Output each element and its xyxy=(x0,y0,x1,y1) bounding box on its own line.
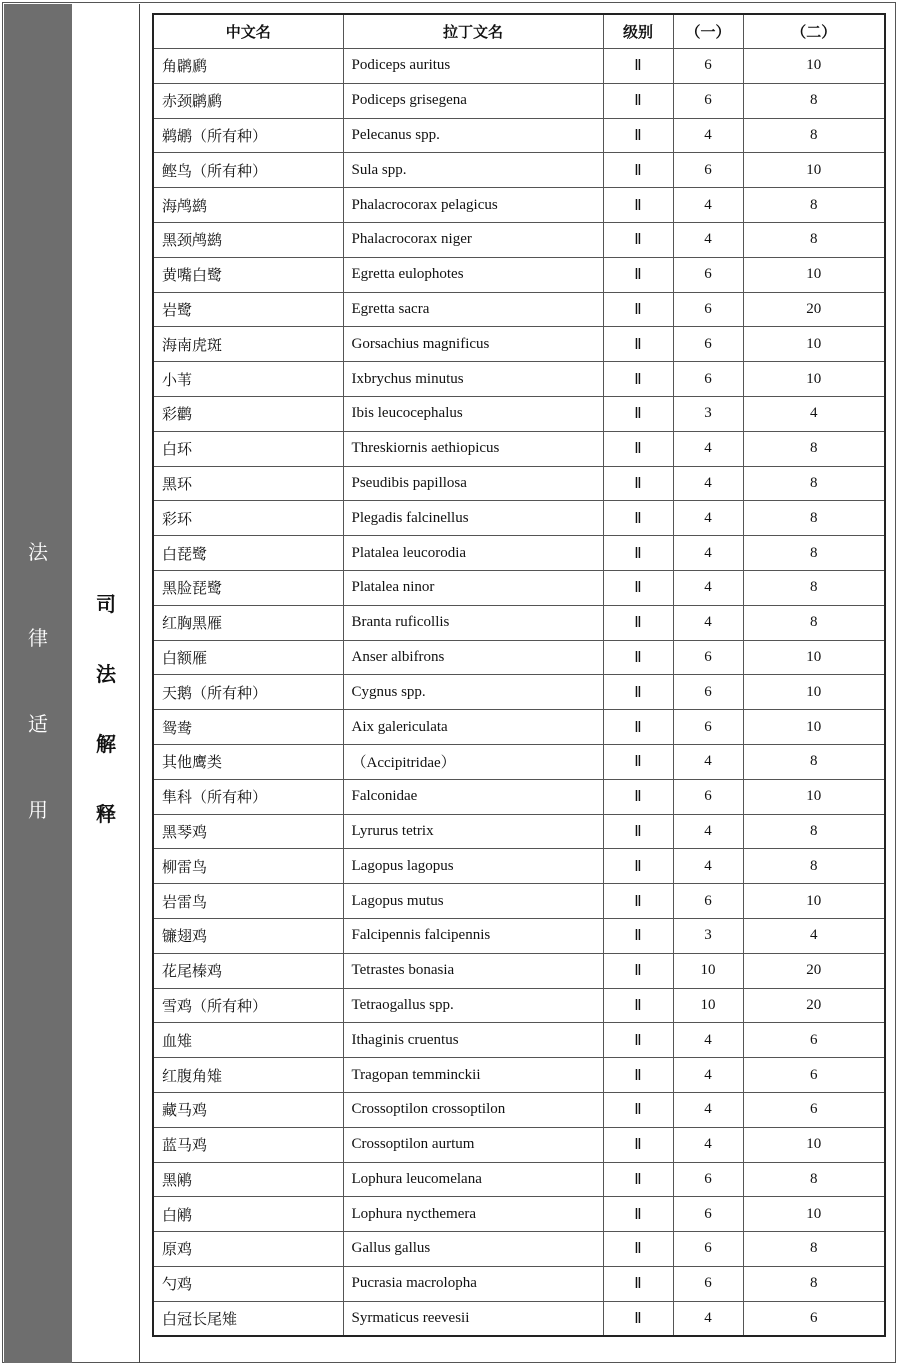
chinese-name-cell: 白额雁 xyxy=(153,640,343,675)
chinese-name-cell: 黑鹇 xyxy=(153,1162,343,1197)
col-two-cell: 10 xyxy=(743,640,885,675)
chinese-name-cell: 原鸡 xyxy=(153,1232,343,1267)
chinese-name-cell: 天鹅（所有种） xyxy=(153,675,343,710)
level-cell: Ⅱ xyxy=(603,744,673,779)
col-one-cell: 6 xyxy=(673,153,743,188)
col-one-cell: 4 xyxy=(673,570,743,605)
table-row xyxy=(153,118,885,153)
table-row xyxy=(153,710,885,745)
level-cell: Ⅱ xyxy=(603,849,673,884)
latin-name-cell: Crossoptilon aurtum xyxy=(343,1127,603,1162)
table-row xyxy=(153,257,885,292)
col-one-cell: 4 xyxy=(673,501,743,536)
col-one-cell: 6 xyxy=(673,884,743,919)
col-two-cell: 4 xyxy=(743,396,885,431)
col-one-cell: 4 xyxy=(673,1023,743,1058)
col-one-cell: 4 xyxy=(673,222,743,257)
table-row xyxy=(153,1127,885,1162)
col-one-cell: 6 xyxy=(673,1232,743,1267)
chinese-name-cell: 白冠长尾雉 xyxy=(153,1301,343,1336)
latin-name-cell: Plegadis falcinellus xyxy=(343,501,603,536)
col-two-cell: 8 xyxy=(743,744,885,779)
col-one-cell: 6 xyxy=(673,640,743,675)
table-row xyxy=(153,570,885,605)
level-cell: Ⅱ xyxy=(603,188,673,223)
col-two-cell: 10 xyxy=(743,710,885,745)
table-row xyxy=(153,675,885,710)
col-two-cell: 8 xyxy=(743,1162,885,1197)
col-one-cell: 10 xyxy=(673,953,743,988)
level-cell: Ⅱ xyxy=(603,710,673,745)
header-chinese-name: 中文名 xyxy=(153,14,343,49)
table-row xyxy=(153,188,885,223)
table-row xyxy=(153,640,885,675)
chapter-side-strip xyxy=(4,4,72,1363)
table-row xyxy=(153,327,885,362)
latin-name-cell: Aix galericulata xyxy=(343,710,603,745)
table-row xyxy=(153,466,885,501)
chapter-label: 法 律 适 用 xyxy=(28,540,48,822)
col-two-cell: 20 xyxy=(743,292,885,327)
level-cell: Ⅱ xyxy=(603,153,673,188)
level-cell: Ⅱ xyxy=(603,362,673,397)
table-row xyxy=(153,222,885,257)
chinese-name-cell: 彩环 xyxy=(153,501,343,536)
col-two-cell: 10 xyxy=(743,675,885,710)
chinese-name-cell: 勺鸡 xyxy=(153,1266,343,1301)
table-row xyxy=(153,292,885,327)
chinese-name-cell: 鲣鸟（所有种） xyxy=(153,153,343,188)
latin-name-cell: Tetrastes bonasia xyxy=(343,953,603,988)
col-two-cell: 8 xyxy=(743,849,885,884)
chinese-name-cell: 柳雷鸟 xyxy=(153,849,343,884)
latin-name-cell: Phalacrocorax niger xyxy=(343,222,603,257)
chinese-name-cell: 白环 xyxy=(153,431,343,466)
level-cell: Ⅱ xyxy=(603,814,673,849)
table-row xyxy=(153,849,885,884)
latin-name-cell: Sula spp. xyxy=(343,153,603,188)
latin-name-cell: Ixbrychus minutus xyxy=(343,362,603,397)
col-two-cell: 6 xyxy=(743,1058,885,1093)
col-one-cell: 4 xyxy=(673,118,743,153)
col-one-cell: 4 xyxy=(673,466,743,501)
level-cell: Ⅱ xyxy=(603,1266,673,1301)
col-two-cell: 10 xyxy=(743,362,885,397)
table-row xyxy=(153,779,885,814)
level-cell: Ⅱ xyxy=(603,292,673,327)
col-one-cell: 6 xyxy=(673,1197,743,1232)
latin-name-cell: Syrmaticus reevesii xyxy=(343,1301,603,1336)
latin-name-cell: Crossoptilon crossoptilon xyxy=(343,1092,603,1127)
latin-name-cell: Branta ruficollis xyxy=(343,605,603,640)
level-cell: Ⅱ xyxy=(603,501,673,536)
level-cell: Ⅱ xyxy=(603,605,673,640)
col-one-cell: 4 xyxy=(673,744,743,779)
col-two-cell: 6 xyxy=(743,1301,885,1336)
col-two-cell: 8 xyxy=(743,501,885,536)
table-row xyxy=(153,1162,885,1197)
level-cell: Ⅱ xyxy=(603,49,673,84)
chinese-name-cell: 白鹇 xyxy=(153,1197,343,1232)
col-two-cell: 10 xyxy=(743,1127,885,1162)
col-two-cell: 10 xyxy=(743,49,885,84)
level-cell: Ⅱ xyxy=(603,257,673,292)
col-two-cell: 6 xyxy=(743,1092,885,1127)
table-body xyxy=(153,49,885,1337)
chinese-name-cell: 红胸黑雁 xyxy=(153,605,343,640)
chinese-name-cell: 黑琴鸡 xyxy=(153,814,343,849)
latin-name-cell: Gallus gallus xyxy=(343,1232,603,1267)
col-one-cell: 6 xyxy=(673,49,743,84)
chinese-name-cell: 鹈鹕（所有种） xyxy=(153,118,343,153)
chinese-name-cell: 黑环 xyxy=(153,466,343,501)
table-row xyxy=(153,1058,885,1093)
col-two-cell: 8 xyxy=(743,118,885,153)
col-one-cell: 3 xyxy=(673,918,743,953)
level-cell: Ⅱ xyxy=(603,396,673,431)
col-one-cell: 10 xyxy=(673,988,743,1023)
section-label: 司 法 解 释 xyxy=(96,592,116,826)
col-one-cell: 4 xyxy=(673,849,743,884)
table-row xyxy=(153,83,885,118)
table-row xyxy=(153,884,885,919)
chinese-name-cell: 赤颈䴙䴘 xyxy=(153,83,343,118)
level-cell: Ⅱ xyxy=(603,918,673,953)
col-two-cell: 10 xyxy=(743,257,885,292)
level-cell: Ⅱ xyxy=(603,1058,673,1093)
col-two-cell: 10 xyxy=(743,327,885,362)
latin-name-cell: Podiceps grisegena xyxy=(343,83,603,118)
table-row xyxy=(153,431,885,466)
level-cell: Ⅱ xyxy=(603,675,673,710)
table-row xyxy=(153,814,885,849)
latin-name-cell: Lyrurus tetrix xyxy=(343,814,603,849)
level-cell: Ⅱ xyxy=(603,1127,673,1162)
latin-name-cell: Egretta sacra xyxy=(343,292,603,327)
col-one-cell: 4 xyxy=(673,1058,743,1093)
chinese-name-cell: 岩雷鸟 xyxy=(153,884,343,919)
chinese-name-cell: 黑脸琵鹭 xyxy=(153,570,343,605)
table-row xyxy=(153,49,885,84)
latin-name-cell: Lagopus lagopus xyxy=(343,849,603,884)
chinese-name-cell: 角䴙䴘 xyxy=(153,49,343,84)
table-row xyxy=(153,1092,885,1127)
level-cell: Ⅱ xyxy=(603,466,673,501)
level-cell: Ⅱ xyxy=(603,222,673,257)
latin-name-cell: Pucrasia macrolopha xyxy=(343,1266,603,1301)
chinese-name-cell: 岩鹭 xyxy=(153,292,343,327)
latin-name-cell: Lophura leucomelana xyxy=(343,1162,603,1197)
col-one-cell: 4 xyxy=(673,605,743,640)
latin-name-cell: Pelecanus spp. xyxy=(343,118,603,153)
chinese-name-cell: 黄嘴白鹭 xyxy=(153,257,343,292)
col-two-cell: 8 xyxy=(743,605,885,640)
table-row xyxy=(153,918,885,953)
col-one-cell: 4 xyxy=(673,814,743,849)
latin-name-cell: Platalea ninor xyxy=(343,570,603,605)
header-level: 级别 xyxy=(603,14,673,49)
latin-name-cell: Anser albifrons xyxy=(343,640,603,675)
col-one-cell: 6 xyxy=(673,83,743,118)
section-side-column xyxy=(72,4,140,1363)
col-two-cell: 8 xyxy=(743,222,885,257)
col-two-cell: 4 xyxy=(743,918,885,953)
level-cell: Ⅱ xyxy=(603,1023,673,1058)
chinese-name-cell: 黑颈鸬鹚 xyxy=(153,222,343,257)
header-latin-name: 拉丁文名 xyxy=(343,14,603,49)
latin-name-cell: Platalea leucorodia xyxy=(343,536,603,571)
col-one-cell: 6 xyxy=(673,257,743,292)
latin-name-cell: Ithaginis cruentus xyxy=(343,1023,603,1058)
col-two-cell: 8 xyxy=(743,431,885,466)
latin-name-cell: Podiceps auritus xyxy=(343,49,603,84)
table-row xyxy=(153,953,885,988)
level-cell: Ⅱ xyxy=(603,431,673,466)
table-row xyxy=(153,501,885,536)
header-col-one: （一） xyxy=(673,14,743,49)
latin-name-cell: Falconidae xyxy=(343,779,603,814)
chinese-name-cell: 其他鹰类 xyxy=(153,744,343,779)
chinese-name-cell: 花尾榛鸡 xyxy=(153,953,343,988)
level-cell: Ⅱ xyxy=(603,1162,673,1197)
table-row xyxy=(153,1301,885,1336)
col-one-cell: 6 xyxy=(673,779,743,814)
latin-name-cell: Lagopus mutus xyxy=(343,884,603,919)
level-cell: Ⅱ xyxy=(603,83,673,118)
col-two-cell: 10 xyxy=(743,884,885,919)
col-one-cell: 6 xyxy=(673,327,743,362)
col-two-cell: 8 xyxy=(743,83,885,118)
col-one-cell: 6 xyxy=(673,362,743,397)
col-two-cell: 8 xyxy=(743,188,885,223)
level-cell: Ⅱ xyxy=(603,1301,673,1336)
col-two-cell: 8 xyxy=(743,1266,885,1301)
latin-name-cell: Lophura nycthemera xyxy=(343,1197,603,1232)
latin-name-cell: Phalacrocorax pelagicus xyxy=(343,188,603,223)
latin-name-cell: Tetraogallus spp. xyxy=(343,988,603,1023)
col-one-cell: 6 xyxy=(673,292,743,327)
col-one-cell: 6 xyxy=(673,1162,743,1197)
col-one-cell: 4 xyxy=(673,1127,743,1162)
col-one-cell: 6 xyxy=(673,710,743,745)
level-cell: Ⅱ xyxy=(603,570,673,605)
level-cell: Ⅱ xyxy=(603,988,673,1023)
col-one-cell: 6 xyxy=(673,675,743,710)
latin-name-cell: Cygnus spp. xyxy=(343,675,603,710)
col-two-cell: 8 xyxy=(743,466,885,501)
table-row xyxy=(153,744,885,779)
table-row xyxy=(153,1232,885,1267)
chinese-name-cell: 白琵鹭 xyxy=(153,536,343,571)
col-two-cell: 20 xyxy=(743,988,885,1023)
col-one-cell: 4 xyxy=(673,188,743,223)
level-cell: Ⅱ xyxy=(603,884,673,919)
col-two-cell: 8 xyxy=(743,814,885,849)
table-row xyxy=(153,153,885,188)
level-cell: Ⅱ xyxy=(603,536,673,571)
level-cell: Ⅱ xyxy=(603,118,673,153)
level-cell: Ⅱ xyxy=(603,1197,673,1232)
col-one-cell: 3 xyxy=(673,396,743,431)
latin-name-cell: Gorsachius magnificus xyxy=(343,327,603,362)
level-cell: Ⅱ xyxy=(603,640,673,675)
latin-name-cell: Pseudibis papillosa xyxy=(343,466,603,501)
table-row xyxy=(153,988,885,1023)
latin-name-cell: Falcipennis falcipennis xyxy=(343,918,603,953)
col-two-cell: 8 xyxy=(743,570,885,605)
table-row xyxy=(153,362,885,397)
latin-name-cell: Tragopan temminckii xyxy=(343,1058,603,1093)
col-two-cell: 8 xyxy=(743,536,885,571)
col-one-cell: 4 xyxy=(673,536,743,571)
table-row xyxy=(153,396,885,431)
latin-name-cell: Ibis leucocephalus xyxy=(343,396,603,431)
col-one-cell: 4 xyxy=(673,431,743,466)
level-cell: Ⅱ xyxy=(603,1092,673,1127)
chinese-name-cell: 隼科（所有种） xyxy=(153,779,343,814)
col-two-cell: 10 xyxy=(743,779,885,814)
chinese-name-cell: 红腹角雉 xyxy=(153,1058,343,1093)
col-two-cell: 20 xyxy=(743,953,885,988)
table-row xyxy=(153,1266,885,1301)
col-two-cell: 10 xyxy=(743,153,885,188)
col-two-cell: 10 xyxy=(743,1197,885,1232)
species-table xyxy=(152,13,886,1337)
level-cell: Ⅱ xyxy=(603,1232,673,1267)
col-one-cell: 4 xyxy=(673,1092,743,1127)
col-two-cell: 6 xyxy=(743,1023,885,1058)
chinese-name-cell: 藏马鸡 xyxy=(153,1092,343,1127)
table-row xyxy=(153,1023,885,1058)
chinese-name-cell: 彩鹳 xyxy=(153,396,343,431)
latin-name-cell: （Accipitridae） xyxy=(343,744,603,779)
chinese-name-cell: 鸳鸯 xyxy=(153,710,343,745)
level-cell: Ⅱ xyxy=(603,779,673,814)
latin-name-cell: Egretta eulophotes xyxy=(343,257,603,292)
chinese-name-cell: 小苇 xyxy=(153,362,343,397)
col-one-cell: 6 xyxy=(673,1266,743,1301)
chinese-name-cell: 镰翅鸡 xyxy=(153,918,343,953)
level-cell: Ⅱ xyxy=(603,953,673,988)
table-header-row xyxy=(153,14,885,49)
chinese-name-cell: 海南虎斑 xyxy=(153,327,343,362)
chinese-name-cell: 雪鸡（所有种） xyxy=(153,988,343,1023)
table-row xyxy=(153,536,885,571)
table-row xyxy=(153,1197,885,1232)
level-cell: Ⅱ xyxy=(603,327,673,362)
chinese-name-cell: 血雉 xyxy=(153,1023,343,1058)
col-two-cell: 8 xyxy=(743,1232,885,1267)
header-col-two: （二） xyxy=(743,14,885,49)
chinese-name-cell: 蓝马鸡 xyxy=(153,1127,343,1162)
latin-name-cell: Threskiornis aethiopicus xyxy=(343,431,603,466)
table-row xyxy=(153,605,885,640)
chinese-name-cell: 海鸬鹚 xyxy=(153,188,343,223)
col-one-cell: 4 xyxy=(673,1301,743,1336)
